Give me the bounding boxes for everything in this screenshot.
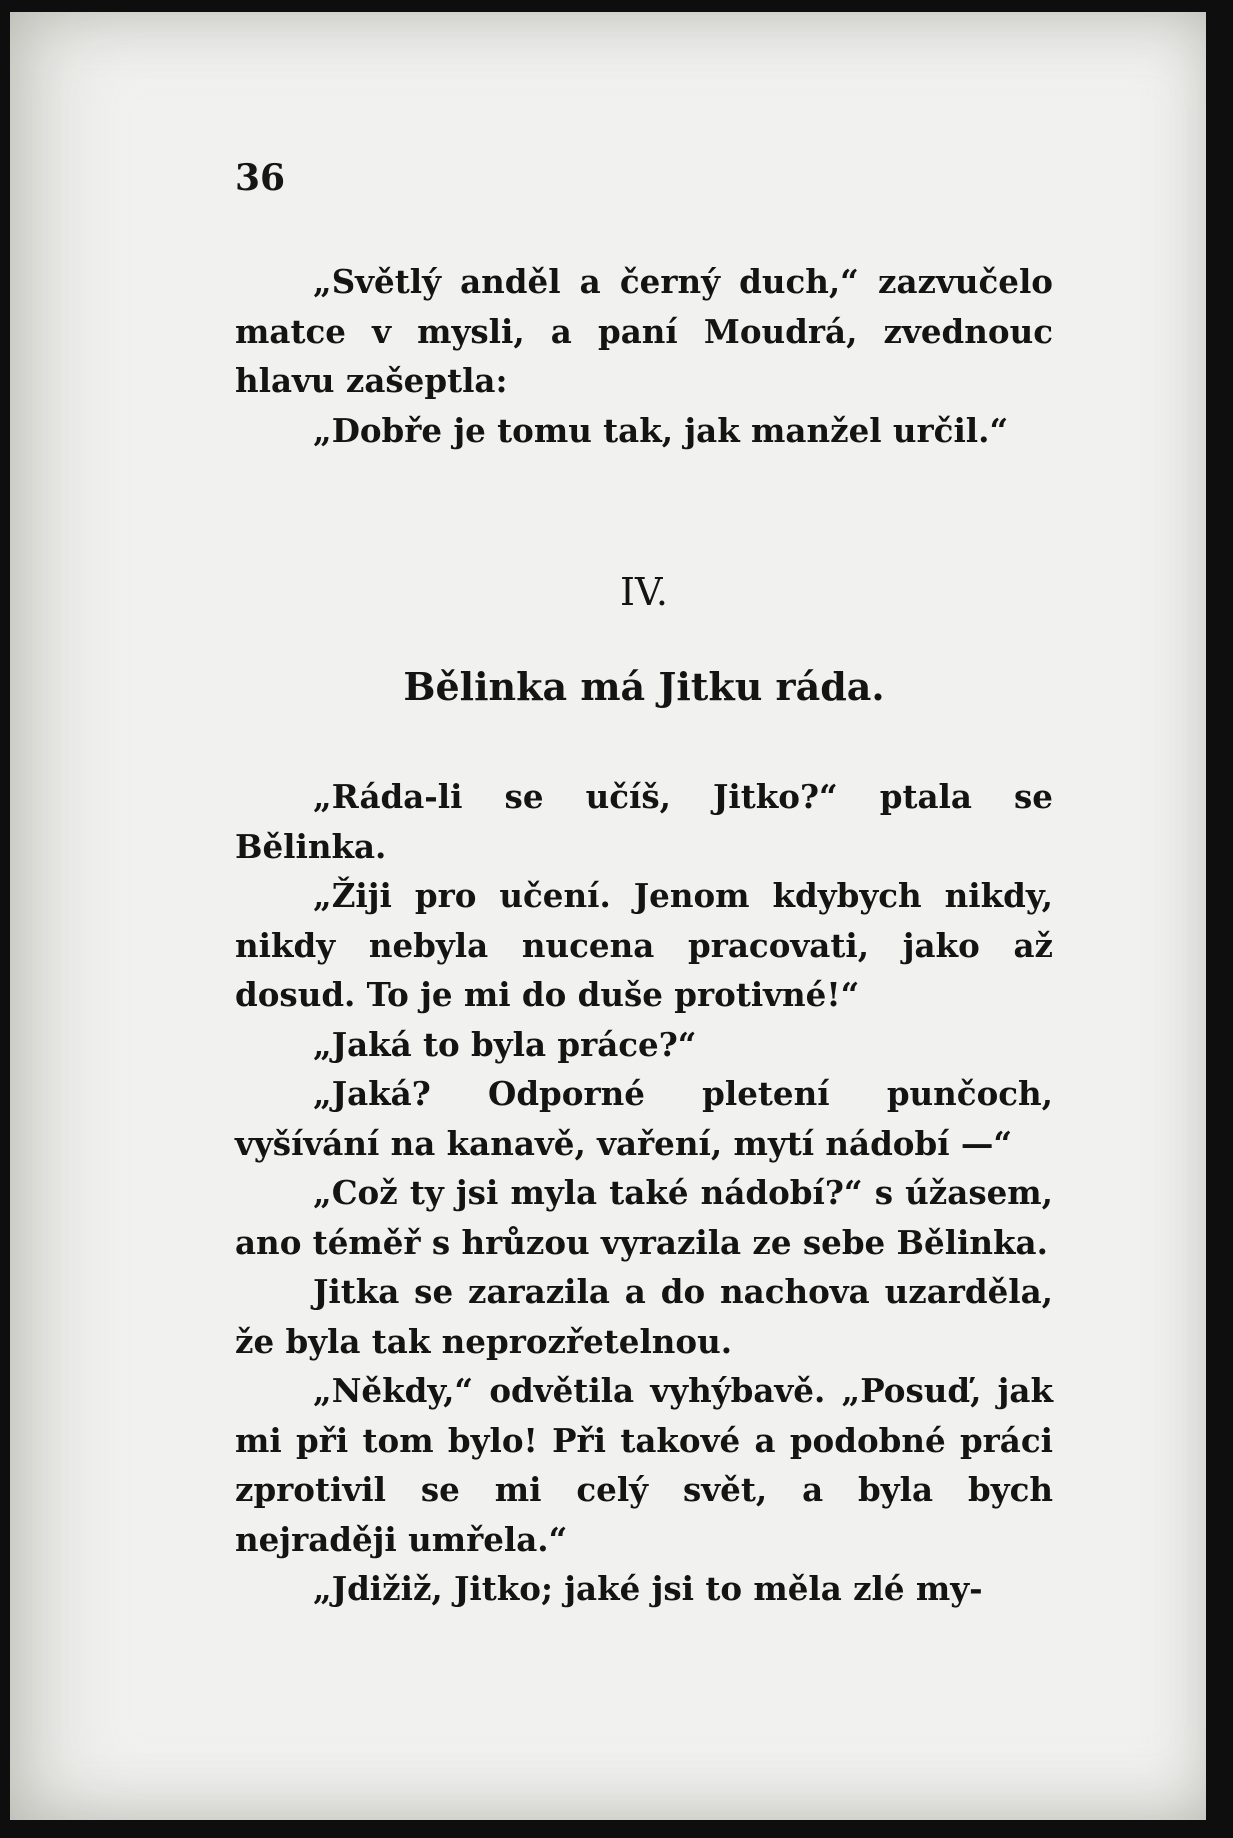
chapter-title: Bělinka má Jitku ráda. <box>403 664 885 709</box>
section-end-text <box>235 257 1053 455</box>
paragraph: „Světlý anděl a černý duch,“ zazvučelo matce v mysli, a paní Moudrá, zvednouc hlavu zašeptla: <box>235 262 1053 400</box>
chapter-number: IV. <box>620 570 668 614</box>
paragraph: „Jaká to byla práce?“ <box>313 1024 697 1064</box>
paragraph: „Což ty jsi myla také nádobí?“ s úžasem, ano téměř s hrůzou vyrazila ze sebe Bělinka. <box>235 1173 1053 1262</box>
book-page <box>10 12 1206 1820</box>
chapter-text <box>235 772 1053 1614</box>
page-number: 36 <box>235 157 286 199</box>
paragraph: „Jaká? Odporné pletení punčoch, vyšívání na kanavě, vaření, mytí nádobí —“ <box>235 1074 1053 1163</box>
paragraph: „Žiji pro učení. Jenom kdybych nikdy, nikdy nebyla nucena pracovati, jako až dosud. To je mi do duše protivné!“ <box>235 876 1053 1014</box>
paragraph: „Jdižiž, Jitko; jaké jsi to měla zlé my- <box>313 1569 983 1608</box>
paragraph: „Dobře je tomu tak, jak manžel určil.“ <box>313 410 1009 450</box>
paragraph: Jitka se zarazila a do nachova uzarděla, že byla tak neprozřetelnou. <box>235 1272 1053 1361</box>
paragraph: „Ráda-li se učíš, Jitko?“ ptala se Bělinka. <box>235 777 1053 866</box>
paragraph: „Někdy,“ odvětila vyhýbavě. „Posuď, jak mi při tom bylo! Při takové a podobné práci zprotivil se mi celý svět, a byla bych nejraději umřela.“ <box>235 1371 1053 1559</box>
